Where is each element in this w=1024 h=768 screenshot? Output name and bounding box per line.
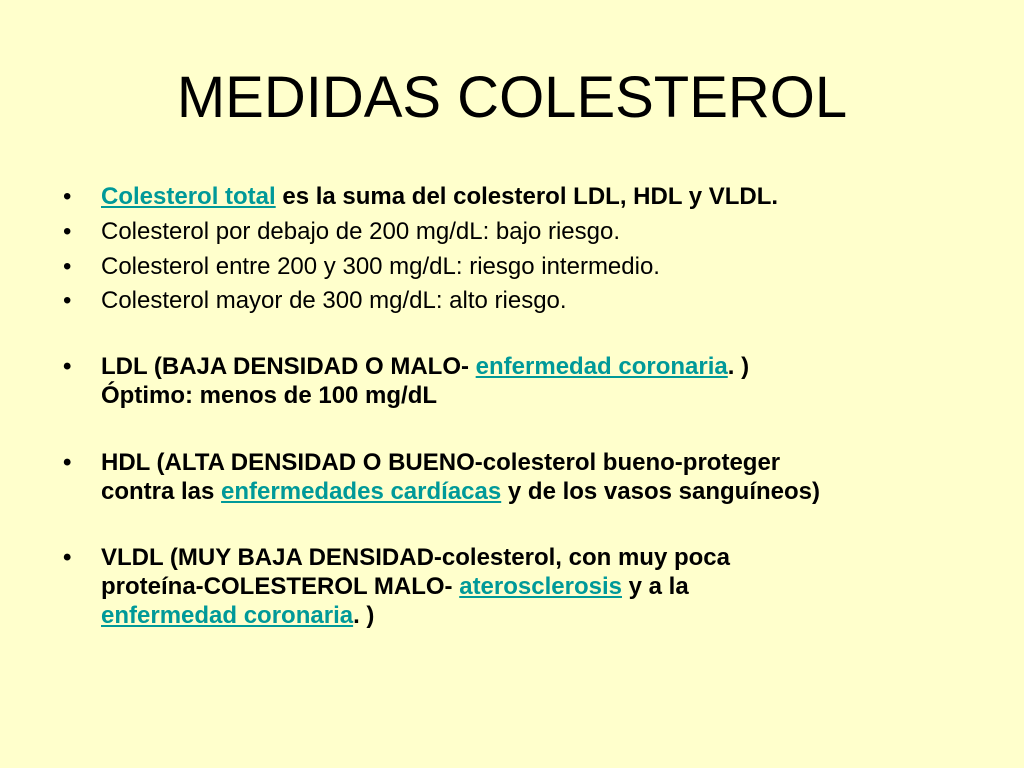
list-item-text	[101, 448, 981, 506]
list-item-text: Colesterol por debajo de 200 mg/dL: bajo riesgo.	[101, 218, 620, 245]
bullet-icon: •	[63, 218, 72, 245]
link-enfermedad-coronaria[interactable]: enfermedad coronaria	[475, 353, 728, 380]
list-item-text	[101, 182, 981, 211]
bullet-icon: •	[63, 449, 72, 476]
vldl-line1: VLDL (MUY BAJA DENSIDAD-colesterol, con muy poca	[101, 544, 730, 571]
link-enfermedad-coronaria-2[interactable]: enfermedad coronaria	[101, 602, 354, 629]
bullet-icon: •	[63, 253, 72, 280]
list-item-rest: es la suma del colesterol LDL, HDL y VLDL.	[275, 183, 779, 210]
ldl-line1: LDL (BAJA DENSIDAD O MALO-	[101, 353, 476, 380]
hdl-line2: contra las	[101, 478, 222, 505]
link-aterosclerosis[interactable]: aterosclerosis	[459, 573, 622, 600]
link-enfermedades-cardiacas[interactable]: enfermedades cardíacas	[221, 478, 502, 505]
ldl-line1-after: . )	[727, 353, 750, 380]
slide-title: MEDIDAS COLESTEROL	[176, 65, 848, 130]
ldl-line2: Óptimo: menos de 100 mg/dL	[101, 382, 438, 409]
bullet-icon: •	[63, 353, 72, 380]
list-item-text	[101, 352, 981, 410]
link-colesterol-total[interactable]: Colesterol total	[101, 183, 276, 210]
bullet-icon: •	[63, 544, 72, 571]
bullet-icon: •	[63, 183, 72, 210]
list-item-text: Colesterol mayor de 300 mg/dL: alto riesgo.	[101, 287, 567, 314]
bullet-icon: •	[63, 287, 72, 314]
vldl-line3-after: . )	[353, 602, 375, 629]
list-item-text	[101, 543, 981, 630]
hdl-line1: HDL (ALTA DENSIDAD O BUENO-colesterol bueno-proteger	[101, 449, 781, 476]
vldl-line2: proteína-COLESTEROL MALO-	[101, 573, 460, 600]
hdl-line2-after: y de los vasos sanguíneos)	[501, 478, 820, 505]
list-item-text: Colesterol entre 200 y 300 mg/dL: riesgo intermedio.	[101, 253, 660, 280]
vldl-line2-after: y a la	[621, 573, 689, 600]
